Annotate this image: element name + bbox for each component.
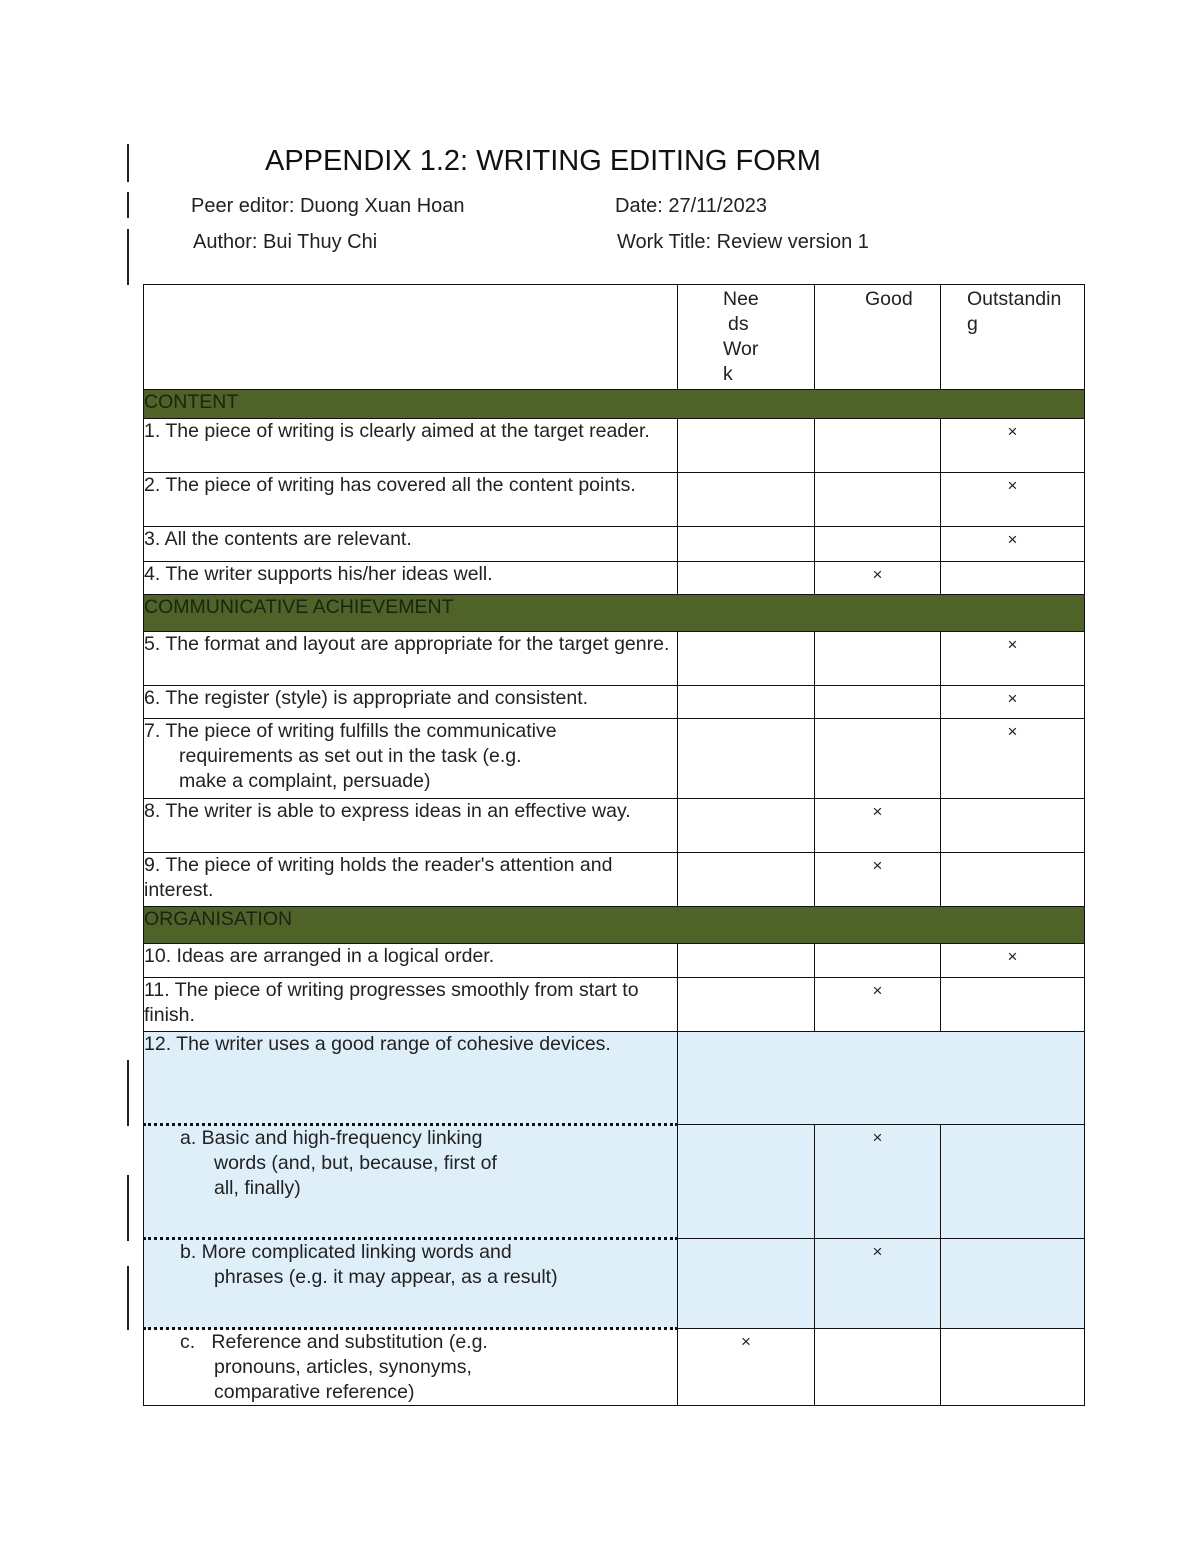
criterion-12b: b. More complicated linking words and phrases (e.g. it may appear, as a result) [144,1239,678,1329]
needs-work-cell[interactable] [678,686,815,719]
needs-work-cell[interactable] [678,473,815,527]
criterion-12-merged-cell [678,1032,1085,1125]
page-title: APPENDIX 1.2: WRITING EDITING FORM [265,145,821,177]
good-cell[interactable] [815,1329,941,1406]
section-row [144,595,1085,632]
outstanding-checkbox[interactable]: × [941,473,1085,527]
outstanding-checkbox[interactable]: × [941,686,1085,719]
needs-work-cell[interactable] [678,419,815,473]
good-checkbox[interactable]: × [815,1125,941,1239]
table-row [144,686,1085,719]
good-checkbox[interactable]: × [815,853,941,907]
good-checkbox[interactable]: × [815,562,941,595]
outstanding-cell[interactable] [941,978,1085,1032]
good-checkbox[interactable]: × [815,799,941,853]
table-row [144,562,1085,595]
table-row [144,473,1085,527]
table-row [144,719,1085,799]
criterion-10: 10. Ideas are arranged in a logical order. [144,944,678,978]
criterion-4: 4. The writer supports his/her ideas well. [144,562,678,595]
outstanding-cell[interactable] [941,562,1085,595]
table-row [144,944,1085,978]
work-title: Work Title: Review version 1 [617,231,869,253]
table-row [144,978,1085,1032]
needs-work-cell[interactable] [678,853,815,907]
criterion-12c: c. Reference and substitution (e.g. pronouns, articles, synonyms, comparative reference) [144,1329,678,1406]
outstanding-checkbox[interactable]: × [941,719,1085,799]
criterion-1: 1. The piece of writing is clearly aimed at the target reader. [144,419,678,473]
needs-work-cell[interactable] [678,1125,815,1239]
change-bar [127,144,129,182]
table-row [144,527,1085,562]
section-row [144,390,1085,419]
good-cell[interactable] [815,944,941,978]
good-cell[interactable] [815,527,941,562]
criterion-3: 3. All the contents are relevant. [144,527,678,562]
header-criteria-cell [144,285,678,390]
table-row [144,1329,1085,1406]
table-row [144,1032,1085,1125]
header-good: Good [815,285,941,390]
outstanding-cell[interactable] [941,799,1085,853]
outstanding-cell[interactable] [941,853,1085,907]
header-outstanding: Outstandin g [941,285,1085,390]
table-row [144,632,1085,686]
needs-work-cell[interactable] [678,527,815,562]
criterion-12: 12. The writer uses a good range of cohesive devices. [144,1032,678,1125]
good-checkbox[interactable]: × [815,1239,941,1329]
criterion-7: 7. The piece of writing fulfills the communicative requirements as set out in the task (e.g. make a complaint, persuade) [144,719,678,799]
good-cell[interactable] [815,686,941,719]
outstanding-checkbox[interactable]: × [941,527,1085,562]
needs-work-cell[interactable] [678,719,815,799]
good-cell[interactable] [815,719,941,799]
section-organisation: ORGANISATION [144,907,1085,944]
change-bar [127,1060,129,1126]
needs-work-cell[interactable] [678,978,815,1032]
table-row [144,1125,1085,1239]
good-cell[interactable] [815,632,941,686]
criterion-5: 5. The format and layout are appropriate for the target genre. [144,632,678,686]
criterion-12a: a. Basic and high-frequency linking words (and, but, because, first of all, finally) [144,1125,678,1239]
outstanding-checkbox[interactable]: × [941,419,1085,473]
table-row [144,1239,1085,1329]
peer-editor: Peer editor: Duong Xuan Hoan [191,195,465,217]
good-cell[interactable] [815,473,941,527]
outstanding-cell[interactable] [941,1239,1085,1329]
header-row [144,285,1085,390]
editing-form-table [143,284,1085,1406]
criterion-11: 11. The piece of writing progresses smoothly from start to finish. [144,978,678,1032]
needs-work-cell[interactable] [678,562,815,595]
needs-work-cell[interactable] [678,1239,815,1329]
outstanding-cell[interactable] [941,1329,1085,1406]
change-bar [127,229,129,285]
table-row [144,853,1085,907]
change-bar [127,1175,129,1241]
criterion-8: 8. The writer is able to express ideas in an effective way. [144,799,678,853]
criterion-2: 2. The piece of writing has covered all the content points. [144,473,678,527]
section-row [144,907,1085,944]
section-content: CONTENT [144,390,1085,419]
section-communicative: COMMUNICATIVE ACHIEVEMENT [144,595,1085,632]
needs-work-cell[interactable] [678,632,815,686]
good-checkbox[interactable]: × [815,978,941,1032]
change-bar [127,1266,129,1330]
needs-work-cell[interactable] [678,944,815,978]
criterion-9: 9. The piece of writing holds the reader's attention and interest. [144,853,678,907]
outstanding-cell[interactable] [941,1125,1085,1239]
change-bar [127,192,129,218]
table-row [144,799,1085,853]
table-row [144,419,1085,473]
header-needs-work: Nee ds Wor k [678,285,815,390]
criterion-6: 6. The register (style) is appropriate and consistent. [144,686,678,719]
outstanding-checkbox[interactable]: × [941,632,1085,686]
good-cell[interactable] [815,419,941,473]
date: Date: 27/11/2023 [615,195,767,217]
needs-work-checkbox[interactable]: × [678,1329,815,1406]
outstanding-checkbox[interactable]: × [941,944,1085,978]
needs-work-cell[interactable] [678,799,815,853]
author: Author: Bui Thuy Chi [193,231,378,253]
